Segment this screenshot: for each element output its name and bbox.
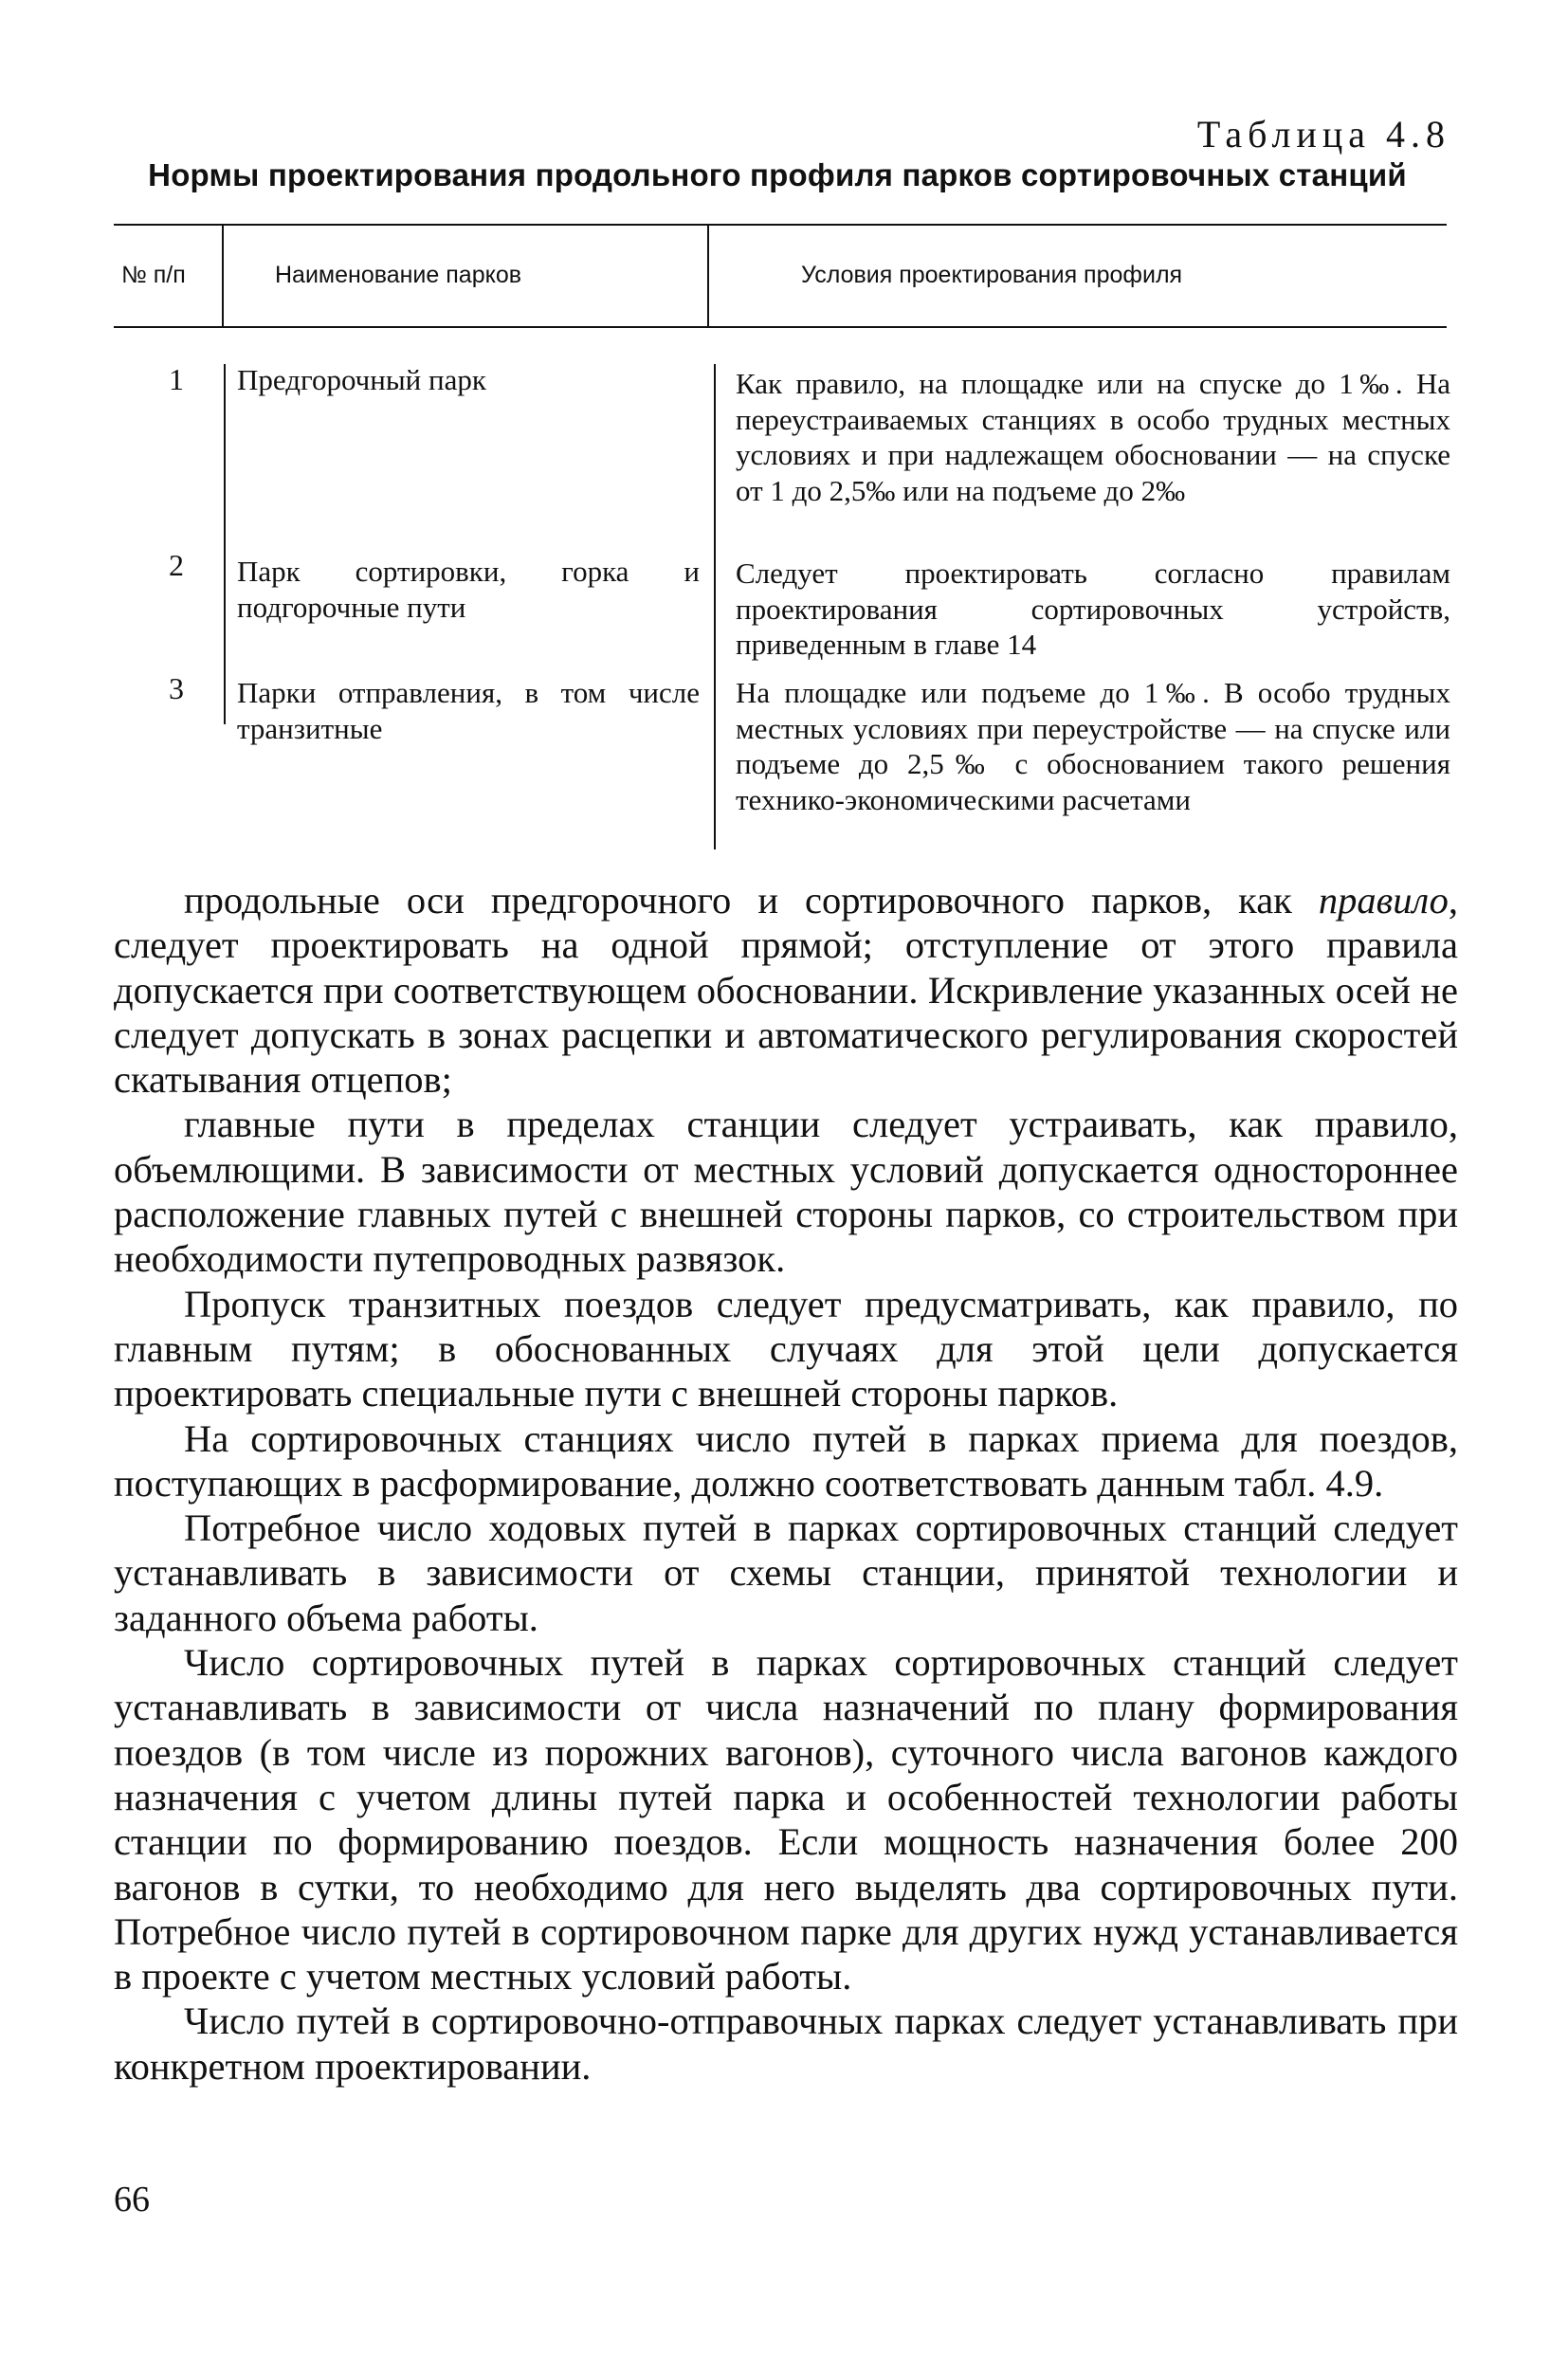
body-text [114, 878, 1458, 2089]
body-paragraph: Потребное число ходовых путей в парках сортировочных станций следует устанавливать в зависимости от схемы станции, принятой технологии и заданного объема работы. [114, 1506, 1458, 1639]
paragraph-text: продольные оси предгорочного и сортировочного парков, как [184, 879, 1319, 922]
table-column-divider [224, 364, 226, 724]
table-label: Таблица 4.8 [1196, 113, 1450, 155]
table-title: Нормы проектирования продольного профиля парков сортировочных станций [148, 157, 1407, 192]
table-row-name: Парки отправления, в том числе транзитные [237, 676, 700, 745]
table-row-number: 2 [169, 548, 184, 582]
table-row-conditions: Следует проектировать согласно правилам проектирования сортировочных устройств, приведенным в главе 14 [736, 557, 1450, 661]
table-header-conditions: Условия проектирования профиля [801, 262, 1183, 288]
table-row-number: 1 [169, 362, 184, 396]
table-top-rule [114, 224, 1447, 226]
table-header-rule [114, 326, 1447, 328]
table-column-divider [714, 364, 716, 849]
table-row-conditions: На площадке или подъеме до 1‰. В особо трудных местных условиях при переустройстве — на спуске или подъеме до 2,5‰ с обоснованием такого решения технико-экономическими расчетами [736, 676, 1450, 816]
emphasized-word: правило [1318, 879, 1449, 922]
body-paragraph: Число путей в сортировочно-отправочных парках следует устанавливать при конкретном проектировании. [114, 1999, 1458, 2088]
body-paragraph: главные пути в пределах станции следует устраивать, как правило, объемлющими. В зависимости от местных условий допускается одностороннее расположение главных путей с внешней стороны парков, со строительством при необходимости путепроводных развязок. [114, 1103, 1458, 1281]
body-paragraph [114, 878, 1458, 1102]
body-paragraph: На сортировочных станциях число путей в парках приема для поездов, поступающих в расформирование, должно соответствовать данным табл. 4.9. [114, 1416, 1458, 1505]
table-row-name: Парк сортировки, горка и подгорочные пути [237, 555, 700, 624]
table-column-divider [707, 224, 709, 326]
paragraph-text: , следует проектировать на одной прямой; отступление от этого правила допускается при соответствующем обосновании. Искривление указанных осей не следует допускать в зонах расцепки и автоматического регулирования скоростей скатывания отцепов; [114, 879, 1458, 1102]
table-row-name: Предгорочный парк [237, 363, 486, 396]
body-paragraph: Пропуск транзитных поездов следует предусматривать, как правило, по главным путям; в обоснованных случаях для этой цели допускается проектировать специальные пути с внешней стороны парков. [114, 1282, 1458, 1415]
table-header-name: Наименование парков [275, 262, 521, 288]
table-row-number: 3 [169, 671, 184, 705]
page-number: 66 [114, 2180, 150, 2219]
table-column-divider [222, 224, 224, 326]
table-header-number: № п/п [121, 262, 186, 288]
body-paragraph: Число сортировочных путей в парках сортировочных станций следует устанавливать в зависимости от числа назначений по плану формирования поездов (в том числе из порожних вагонов), суточного числа вагонов каждого назначения с учетом длины путей парка и особенностей технологии работы станции по формированию поездов. Если мощность назначения более 200 вагонов в сутки, то необходимо для него выделять два сортировочных пути. Потребное число путей в сортировочном парке для других нужд устанавливается в проекте с учетом местных условий работы. [114, 1641, 1458, 1999]
table-row-conditions: Как правило, на площадке или на спуске до 1‰. На переустраиваемых станциях в особо трудных местных условиях и при надлежащем обосновании — на спуске от 1 до 2,5‰ или на подъеме до 2‰ [736, 367, 1450, 507]
